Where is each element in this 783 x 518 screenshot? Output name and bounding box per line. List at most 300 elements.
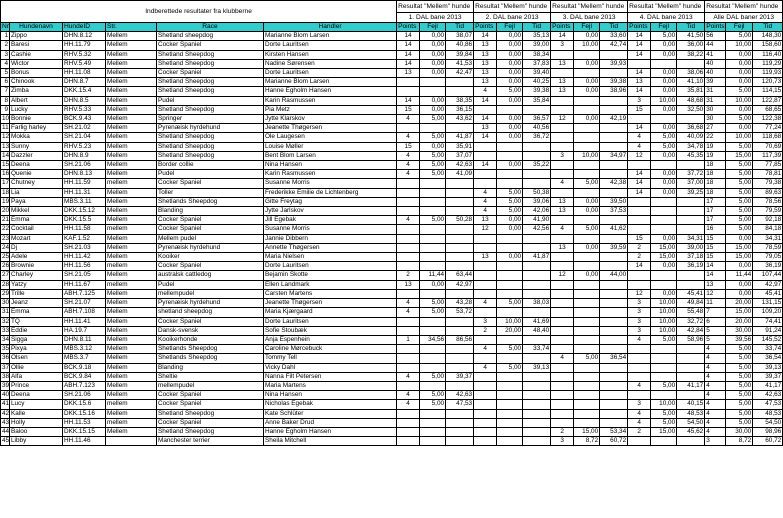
cell-tid-3: [600, 391, 628, 400]
cell-tid-total: 47,53: [753, 400, 783, 409]
cell-points-total: 40: [705, 59, 726, 68]
cell-str: Mellem: [106, 363, 157, 372]
cell-fejl-2: 20,00: [497, 326, 523, 335]
cell-hundenavn: Sigga: [10, 335, 63, 344]
cell-points-3: [551, 372, 574, 381]
cell-handler: Nanna Filt Petersen: [264, 372, 397, 381]
cell-points-1: 14: [397, 59, 420, 68]
cell-hundeid: DHN.8.11: [63, 335, 106, 344]
cell-tid-2: [523, 142, 551, 151]
cell-points-total: 4: [705, 427, 726, 436]
cell-tid-1: 39,84: [446, 50, 474, 59]
cell-tid-total: 89,63: [753, 188, 783, 197]
cell-hundeid: RHV.5.49: [63, 59, 106, 68]
cell-handler: Gitte Freytag: [264, 197, 397, 206]
group-subtitle-4: 4. DAL bane 2013: [628, 13, 705, 23]
cell-fejl-2: 0,00: [497, 115, 523, 124]
cell-tid-3: 34,97: [600, 151, 628, 160]
cell-points-4: [628, 161, 651, 170]
column-header-points-3: Points: [551, 23, 574, 32]
cell-fejl-4: 0,00: [651, 87, 677, 96]
cell-fejl-2: [497, 381, 523, 390]
cell-points-total: 17: [705, 207, 726, 216]
cell-str: Mellem: [106, 69, 157, 78]
cell-tid-total: 122,87: [753, 96, 783, 105]
cell-points-total: 4: [705, 372, 726, 381]
cell-points-2: 13: [474, 216, 497, 225]
cell-tid-total: 78,59: [753, 243, 783, 252]
cell-str: Mellem: [106, 427, 157, 436]
cell-str: Mellem: [106, 354, 157, 363]
cell-hundenavn: Cashie: [10, 50, 63, 59]
cell-points-total: 18: [705, 170, 726, 179]
cell-tid-2: 33,74: [523, 345, 551, 354]
cell-race: Sheltie: [157, 372, 264, 381]
cell-nr: 4: [1, 59, 10, 68]
cell-points-4: 14: [628, 50, 651, 59]
cell-fejl-total: 0,00: [726, 289, 753, 298]
cell-points-4: 15: [628, 234, 651, 243]
cell-fejl-1: [420, 262, 446, 271]
cell-tid-4: [677, 372, 705, 381]
table-row: [1, 354, 783, 363]
cell-points-2: [474, 262, 497, 271]
cell-points-total: 12: [705, 289, 726, 298]
cell-points-total: 4: [705, 400, 726, 409]
cell-tid-4: 40,09: [677, 133, 705, 142]
cell-hundeid: DKK.15.12: [63, 207, 106, 216]
cell-tid-1: [446, 345, 474, 354]
cell-tid-3: [600, 289, 628, 298]
cell-str: Mellem: [106, 151, 157, 160]
cell-fejl-total: 0,00: [726, 262, 753, 271]
cell-handler: Anne Baker Drud: [264, 418, 397, 427]
cell-points-2: [474, 391, 497, 400]
cell-points-2: [474, 372, 497, 381]
cell-fejl-4: 10,00: [651, 326, 677, 335]
cell-tid-1: 43,28: [446, 299, 474, 308]
cell-fejl-1: [420, 197, 446, 206]
cell-fejl-2: 5,00: [497, 299, 523, 308]
cell-hundeid: HA.19.7: [63, 326, 106, 335]
cell-tid-4: 45,35: [677, 151, 705, 160]
cell-nr: 22: [2, 225, 10, 233]
cell-points-total: 4: [705, 345, 726, 354]
cell-tid-1: [446, 87, 474, 96]
cell-nr: 29: [2, 289, 10, 297]
cell-fejl-total: 5,00: [726, 170, 753, 179]
cell-points-2: 12: [474, 225, 497, 234]
cell-tid-3: 39,93: [600, 59, 628, 68]
cell-hundenavn: Libby: [10, 437, 63, 446]
cell-tid-1: [446, 289, 474, 298]
cell-tid-1: 38,07: [446, 32, 474, 41]
cell-points-3: 13: [551, 78, 574, 87]
cell-tid-4: 48,68: [677, 96, 705, 105]
cell-fejl-total: 0,00: [726, 124, 753, 133]
cell-handler: Kate Schlüter: [264, 409, 397, 418]
cell-str: mellem: [106, 225, 157, 234]
cell-fejl-4: 5,00: [651, 335, 677, 344]
cell-str: Mellem: [106, 50, 157, 59]
cell-fejl-2: [497, 437, 523, 446]
cell-tid-4: [677, 280, 705, 289]
cell-fejl-total: 5,00: [726, 115, 753, 124]
cell-fejl-2: 0,00: [497, 50, 523, 59]
cell-tid-1: 86,56: [446, 335, 474, 344]
cell-points-2: 4: [474, 207, 497, 216]
cell-tid-2: [523, 354, 551, 363]
cell-points-2: [474, 427, 497, 436]
cell-points-3: 12: [551, 115, 574, 124]
cell-tid-4: 41,50: [677, 32, 705, 41]
table-row: [1, 105, 783, 114]
cell-points-1: [397, 409, 420, 418]
cell-fejl-4: 10,00: [651, 317, 677, 326]
cell-points-4: 14: [628, 262, 651, 271]
cell-fejl-total: 0,00: [726, 50, 753, 59]
table-row: [1, 179, 783, 188]
cell-points-3: [551, 317, 574, 326]
cell-nr: 14: [2, 151, 10, 159]
cell-fejl-4: 10,00: [651, 400, 677, 409]
cell-str: Mellem: [106, 234, 157, 243]
column-header-hundeid: HundeID: [63, 23, 106, 32]
cell-fejl-2: 0,00: [497, 96, 523, 105]
cell-points-total: 44: [705, 41, 726, 50]
cell-fejl-4: 0,00: [651, 151, 677, 160]
cell-points-1: [397, 197, 420, 206]
cell-tid-3: [600, 262, 628, 271]
cell-points-4: [628, 345, 651, 354]
cell-hundeid: MBS.3.12: [63, 345, 106, 354]
cell-points-3: 13: [551, 243, 574, 252]
cell-points-total: 4: [705, 391, 726, 400]
cell-points-3: 14: [551, 32, 574, 41]
cell-points-1: [397, 243, 420, 252]
cell-points-1: [397, 354, 420, 363]
cell-handler: Ole Laugesen: [264, 133, 397, 142]
cell-str: Mellem: [106, 161, 157, 170]
cell-fejl-total: 20,00: [726, 299, 753, 308]
cell-fejl-4: [651, 225, 677, 234]
cell-tid-4: [677, 437, 705, 446]
cell-hundenavn: Albert: [10, 96, 63, 105]
cell-tid-1: 43,62: [446, 115, 474, 124]
cell-fejl-4: 0,00: [651, 188, 677, 197]
cell-tid-total: 77,85: [753, 161, 783, 170]
cell-points-3: [551, 381, 574, 390]
cell-points-1: [397, 437, 420, 446]
cell-handler: Dorte Lauritsen: [264, 41, 397, 50]
cell-points-4: 4: [628, 409, 651, 418]
cell-points-3: [551, 253, 574, 262]
table-row: [1, 69, 783, 78]
cell-hundeid: HH.11.46: [63, 437, 106, 446]
cell-fejl-1: [420, 188, 446, 197]
cell-tid-total: 36,54: [753, 354, 783, 363]
cell-fejl-3: 0,00: [574, 78, 600, 87]
table-row: [1, 326, 783, 335]
cell-fejl-2: [497, 179, 523, 188]
cell-fejl-total: 5,00: [726, 225, 753, 234]
cell-tid-2: 42,56: [523, 225, 551, 234]
cell-tid-4: 41,17: [677, 381, 705, 390]
cell-points-4: 14: [628, 41, 651, 50]
cell-handler: Jannie Dibbern: [264, 234, 397, 243]
cell-str: Mellem: [106, 170, 157, 179]
cell-tid-2: 39,13: [523, 363, 551, 372]
cell-points-total: 18: [705, 161, 726, 170]
cell-fejl-1: [420, 345, 446, 354]
cell-nr: 12: [2, 133, 10, 141]
cell-points-1: 4: [397, 400, 420, 409]
cell-fejl-4: 0,00: [651, 179, 677, 188]
cell-nr: 44: [2, 427, 10, 435]
cell-tid-total: 33,74: [753, 345, 783, 354]
cell-hundenavn: Sunny: [10, 142, 63, 151]
cell-tid-2: [523, 427, 551, 436]
cell-tid-4: [677, 363, 705, 372]
cell-fejl-1: [420, 427, 446, 436]
cell-fejl-total: 5,00: [726, 188, 753, 197]
cell-tid-2: [523, 262, 551, 271]
table-row: [1, 391, 783, 400]
cell-points-4: 3: [628, 308, 651, 317]
cell-hundenavn: Bonus: [10, 69, 63, 78]
cell-points-4: 13: [628, 78, 651, 87]
cell-handler: Vicky Dahl: [264, 363, 397, 372]
cell-tid-3: [600, 409, 628, 418]
cell-fejl-2: 0,00: [497, 59, 523, 68]
cell-tid-4: 32,72: [677, 317, 705, 326]
cell-tid-2: [523, 409, 551, 418]
cell-points-2: 14: [474, 96, 497, 105]
cell-hundenavn: Chutney: [10, 179, 63, 188]
cell-fejl-2: 0,00: [497, 69, 523, 78]
cell-handler: Nadine Sørensen: [264, 59, 397, 68]
cell-points-1: 4: [397, 133, 420, 142]
cell-hundeid: HH.11.79: [63, 41, 106, 50]
table-row: [1, 170, 783, 179]
cell-points-total: 7: [705, 308, 726, 317]
cell-handler: Annette Thøgersen: [264, 243, 397, 252]
cell-points-4: 14: [628, 87, 651, 96]
cell-fejl-1: 5,00: [420, 170, 446, 179]
cell-points-2: 14: [474, 161, 497, 170]
cell-points-3: 4: [551, 225, 574, 234]
cell-race: Shetland sheepdog: [157, 32, 264, 41]
cell-race: mellempudel: [157, 289, 264, 298]
cell-fejl-total: 5,00: [726, 345, 753, 354]
cell-tid-3: 53,34: [600, 427, 628, 436]
cell-points-total: 15: [705, 243, 726, 252]
cell-fejl-total: 30,00: [726, 326, 753, 335]
cell-points-3: [551, 299, 574, 308]
cell-nr: 10: [2, 115, 10, 123]
cell-race: Cocker Spaniel: [157, 418, 264, 427]
cell-tid-4: 37,18: [677, 253, 705, 262]
cell-points-1: [397, 87, 420, 96]
cell-fejl-1: [420, 418, 446, 427]
cell-fejl-4: [651, 207, 677, 216]
cell-race: Shetland Sheepdog: [157, 87, 264, 96]
cell-hundeid: DHN.8.9: [63, 151, 106, 160]
cell-fejl-4: 0,00: [651, 262, 677, 271]
cell-points-total: 6: [705, 317, 726, 326]
cell-tid-4: [677, 271, 705, 280]
cell-points-4: 14: [628, 170, 651, 179]
cell-fejl-1: 5,00: [420, 308, 446, 317]
column-header-hundenavn: Hundenavn: [10, 23, 63, 32]
cell-race: Shetland Sheepdog: [157, 151, 264, 160]
cell-points-3: 3: [551, 41, 574, 50]
cell-points-4: 14: [628, 179, 651, 188]
cell-points-1: [397, 179, 420, 188]
cell-nr: 2: [1, 41, 10, 50]
cell-fejl-4: 5,00: [651, 133, 677, 142]
cell-tid-1: 47,53: [446, 400, 474, 409]
cell-hundeid: SH.21.06: [63, 161, 106, 170]
column-header-race: Race: [157, 23, 264, 32]
cell-fejl-total: 5,00: [726, 179, 753, 188]
cell-points-2: [474, 105, 497, 114]
cell-fejl-4: 0,00: [651, 50, 677, 59]
cell-fejl-1: 0,00: [420, 280, 446, 289]
cell-race: Springer: [157, 115, 264, 124]
cell-tid-2: [523, 170, 551, 179]
cell-fejl-1: 0,00: [420, 105, 446, 114]
cell-points-2: [474, 335, 497, 344]
cell-fejl-3: [574, 50, 600, 59]
cell-points-total: 11: [705, 299, 726, 308]
cell-tid-1: 39,37: [446, 372, 474, 381]
cell-points-1: 2: [397, 271, 420, 280]
cell-points-1: [397, 188, 420, 197]
cell-fejl-total: 39,56: [726, 335, 753, 344]
cell-points-1: 15: [397, 105, 420, 114]
cell-fejl-3: [574, 400, 600, 409]
cell-fejl-1: [420, 207, 446, 216]
cell-points-3: [551, 105, 574, 114]
cell-tid-3: 37,53: [600, 207, 628, 216]
cell-fejl-1: [420, 243, 446, 252]
table-row: [1, 308, 783, 317]
cell-points-2: [474, 179, 497, 188]
cell-nr: 27: [2, 271, 10, 279]
cell-points-4: [628, 280, 651, 289]
cell-handler: Nina Hansen: [264, 391, 397, 400]
column-header-row: [1, 23, 783, 32]
cell-hundenavn: Emma: [10, 308, 63, 317]
cell-tid-3: [600, 280, 628, 289]
cell-fejl-total: 5,00: [726, 142, 753, 151]
cell-fejl-3: 5,00: [574, 179, 600, 188]
cell-fejl-3: [574, 69, 600, 78]
table-row: [1, 50, 783, 59]
cell-points-1: 4: [397, 151, 420, 160]
cell-fejl-total: 5,00: [726, 207, 753, 216]
group-title-3: Resultat "Mellem" hunde: [551, 1, 628, 13]
cell-race: Shetland Sheepdog: [157, 427, 264, 436]
cell-tid-1: [446, 225, 474, 234]
cell-fejl-3: [574, 188, 600, 197]
cell-fejl-4: [651, 115, 677, 124]
cell-points-3: [551, 124, 574, 133]
cell-points-2: [474, 381, 497, 390]
cell-tid-3: [600, 50, 628, 59]
cell-points-4: [628, 216, 651, 225]
table-row: [1, 142, 783, 151]
cell-race: Shetlands Sheepdog: [157, 354, 264, 363]
results-body: [1, 32, 783, 446]
cell-fejl-2: [497, 280, 523, 289]
cell-points-total: 40: [705, 69, 726, 78]
cell-fejl-3: [574, 280, 600, 289]
cell-race: Cocker Spaniel: [157, 69, 264, 78]
cell-points-4: [628, 115, 651, 124]
cell-str: Mellem: [106, 271, 157, 280]
cell-tid-total: 70,69: [753, 142, 783, 151]
cell-tid-4: 39,00: [677, 243, 705, 252]
cell-tid-2: 39,06: [523, 197, 551, 206]
cell-points-4: [628, 207, 651, 216]
cell-fejl-1: 5,00: [420, 372, 446, 381]
cell-fejl-1: [420, 363, 446, 372]
cell-fejl-3: 10,00: [574, 41, 600, 50]
cell-nr: 35: [2, 345, 10, 353]
cell-points-3: [551, 289, 574, 298]
cell-tid-1: [446, 179, 474, 188]
cell-str: Mellem: [106, 78, 157, 87]
cell-fejl-3: [574, 161, 600, 170]
cell-tid-1: 41,53: [446, 59, 474, 68]
cell-points-3: [551, 308, 574, 317]
cell-fejl-4: 5,00: [651, 142, 677, 151]
cell-handler: Marianne Blom Larsen: [264, 32, 397, 41]
cell-race: Pudel: [157, 280, 264, 289]
cell-points-1: 14: [397, 41, 420, 50]
cell-points-3: [551, 262, 574, 271]
column-header-points-total: Points: [706, 23, 725, 30]
cell-fejl-3: [574, 299, 600, 308]
cell-nr: 13: [2, 142, 10, 150]
cell-fejl-1: 5,00: [420, 391, 446, 400]
cell-fejl-2: 0,00: [497, 124, 523, 133]
cell-points-4: 3: [628, 299, 651, 308]
cell-points-2: [474, 170, 497, 179]
cell-fejl-1: [420, 326, 446, 335]
cell-points-1: 14: [397, 50, 420, 59]
cell-fejl-total: 5,00: [726, 381, 753, 390]
cell-tid-total: 116,40: [753, 50, 783, 59]
cell-hundeid: SH.21.02: [63, 124, 106, 133]
cell-hundeid: RHV.5.33: [63, 105, 106, 114]
cell-points-total: 22: [705, 133, 726, 142]
cell-race: Blanding: [157, 363, 264, 372]
cell-tid-total: 131,15: [753, 299, 783, 308]
cell-hundenavn: Deena: [10, 161, 63, 170]
cell-points-2: [474, 243, 497, 252]
cell-str: Mellem: [106, 381, 157, 390]
cell-hundeid: RHV.5.23: [63, 142, 106, 151]
cell-fejl-total: 5,00: [726, 391, 753, 400]
cell-tid-3: [600, 418, 628, 427]
cell-nr: 8: [1, 96, 10, 105]
column-header-fejl-1: Fejl: [420, 23, 446, 32]
cell-fejl-1: [420, 87, 446, 96]
cell-tid-4: [677, 225, 705, 234]
